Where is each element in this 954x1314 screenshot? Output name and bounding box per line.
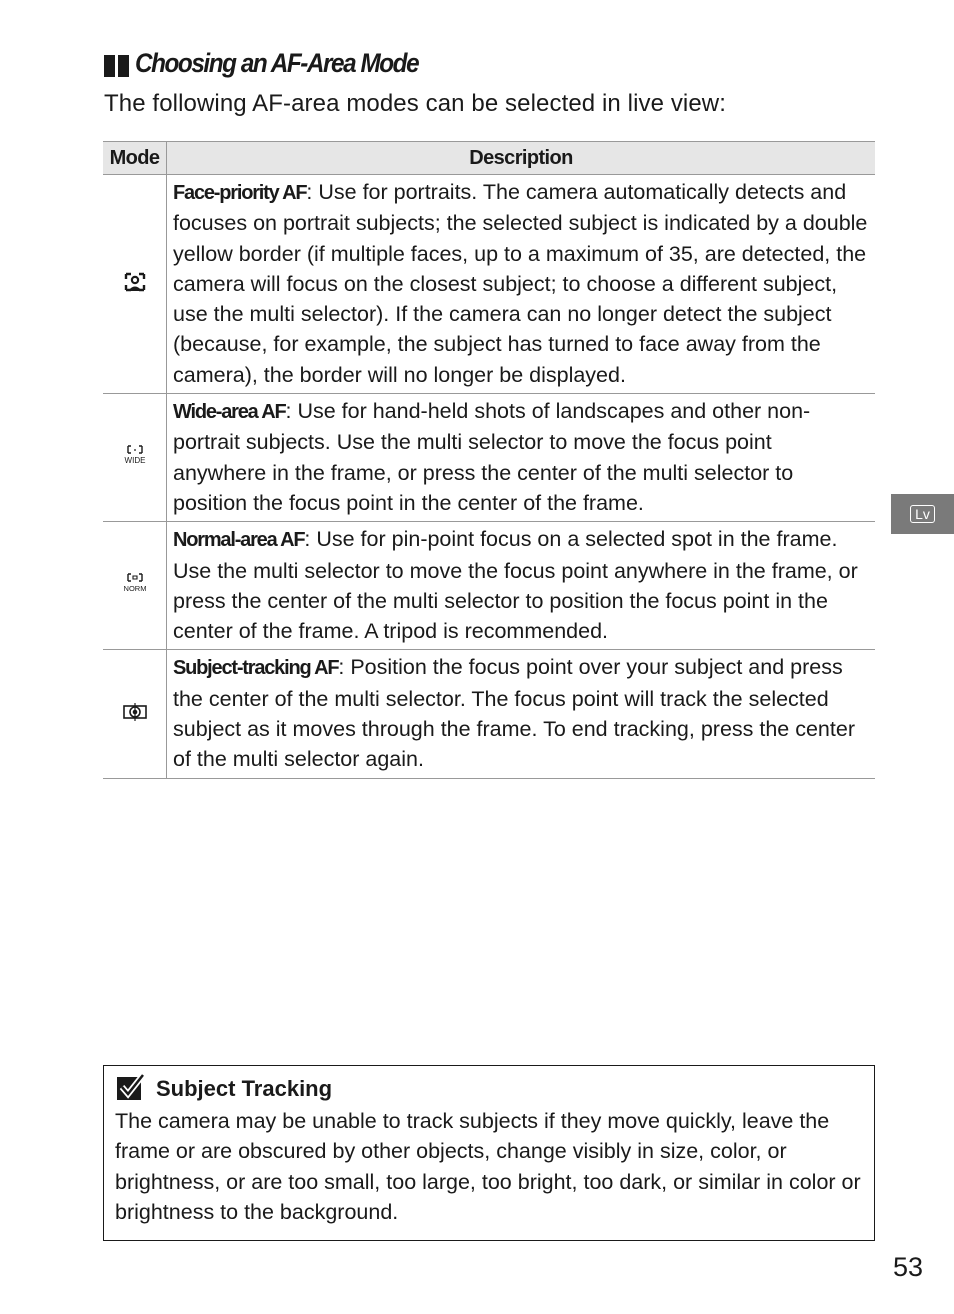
section-heading: [104, 48, 450, 79]
wide-area-icon: [124, 444, 146, 466]
mode-term: Normal-area AF: [173, 529, 305, 552]
af-area-modes-table: [103, 141, 875, 779]
mode-cell: [103, 175, 167, 394]
mode-term: Face-priority AF: [173, 182, 307, 204]
live-view-section-tab: [891, 494, 954, 534]
live-view-tab-label: Lv: [910, 505, 935, 523]
mode-description: : Use for pin-point focus on a selected spot in the frame. Use the multi selector to move the focus point anywhere in the frame, or press the center of the multi selector to position the focus point in the center of the frame. A tripod is recommended.: [173, 527, 858, 644]
table-row-normal-area: [103, 522, 875, 650]
section-title: Choosing an AF-Area Mode: [135, 48, 419, 78]
intro-text: The following AF-area modes can be selected in live view:: [104, 90, 727, 117]
description-cell: [167, 650, 876, 778]
note-box: [103, 1065, 875, 1241]
subject-tracking-icon: [122, 701, 148, 723]
page-number: 53: [893, 1252, 924, 1282]
mode-term: Subject-tracking AF: [173, 657, 339, 680]
note-header: [116, 1072, 332, 1102]
mode-description: : Use for portraits. The camera automatically detects and focuses on portrait subjects; the selected subject is indicated by a double yellow border (if multiple faces, up to a maximum of 35, are detected, the camera will focus on the closest subject; to choose a different subject, use the multi selector). If the camera can no longer detect the subject (because, for example, the subject has turned to face away from the camera), the border will no longer be displayed.: [173, 180, 868, 387]
mode-cell: [103, 650, 167, 778]
normal-area-icon: [124, 572, 146, 594]
norm-icon-label: NORM: [123, 584, 146, 594]
face-priority-icon: [124, 271, 146, 293]
mode-description: : Use for hand-held shots of landscapes and other non-portrait subjects. Use the multi selector to move the focus point anywhere in the frame, or press the center of the multi selector to position the focus point in the center of the frame.: [173, 399, 811, 515]
table-header-row: [103, 142, 875, 175]
mode-column-header: Mode: [103, 142, 167, 175]
table-row-wide-area: [103, 394, 875, 522]
table-row-subject-tracking: [103, 650, 875, 778]
mode-description: : Position the focus point over your subject and press the center of the multi selector. The focus point will track the selected subject as it moves through the frame. To end tracking, press the center of the multi selector again.: [173, 655, 855, 772]
mode-cell: [103, 522, 167, 650]
note-title: Subject Tracking: [156, 1076, 333, 1101]
description-column-header: Description: [167, 142, 876, 175]
note-body: The camera may be unable to track subjects if they move quickly, leave the frame or are obscured by other objects, change visibly in size, color, or brightness, or are too small, too large, too bright, too dark, or similar in color or brightness to the background.: [115, 1109, 861, 1224]
wide-icon-label: WIDE: [124, 456, 145, 466]
description-cell: [167, 522, 876, 650]
mode-term: Wide-area AF: [173, 401, 286, 424]
description-cell: [167, 175, 876, 394]
description-cell: [167, 394, 876, 522]
mode-cell: [103, 394, 167, 522]
table-row-face-priority: [103, 175, 875, 394]
check-mark-icon: [116, 1073, 146, 1101]
heading-marker-icon: [104, 55, 129, 77]
